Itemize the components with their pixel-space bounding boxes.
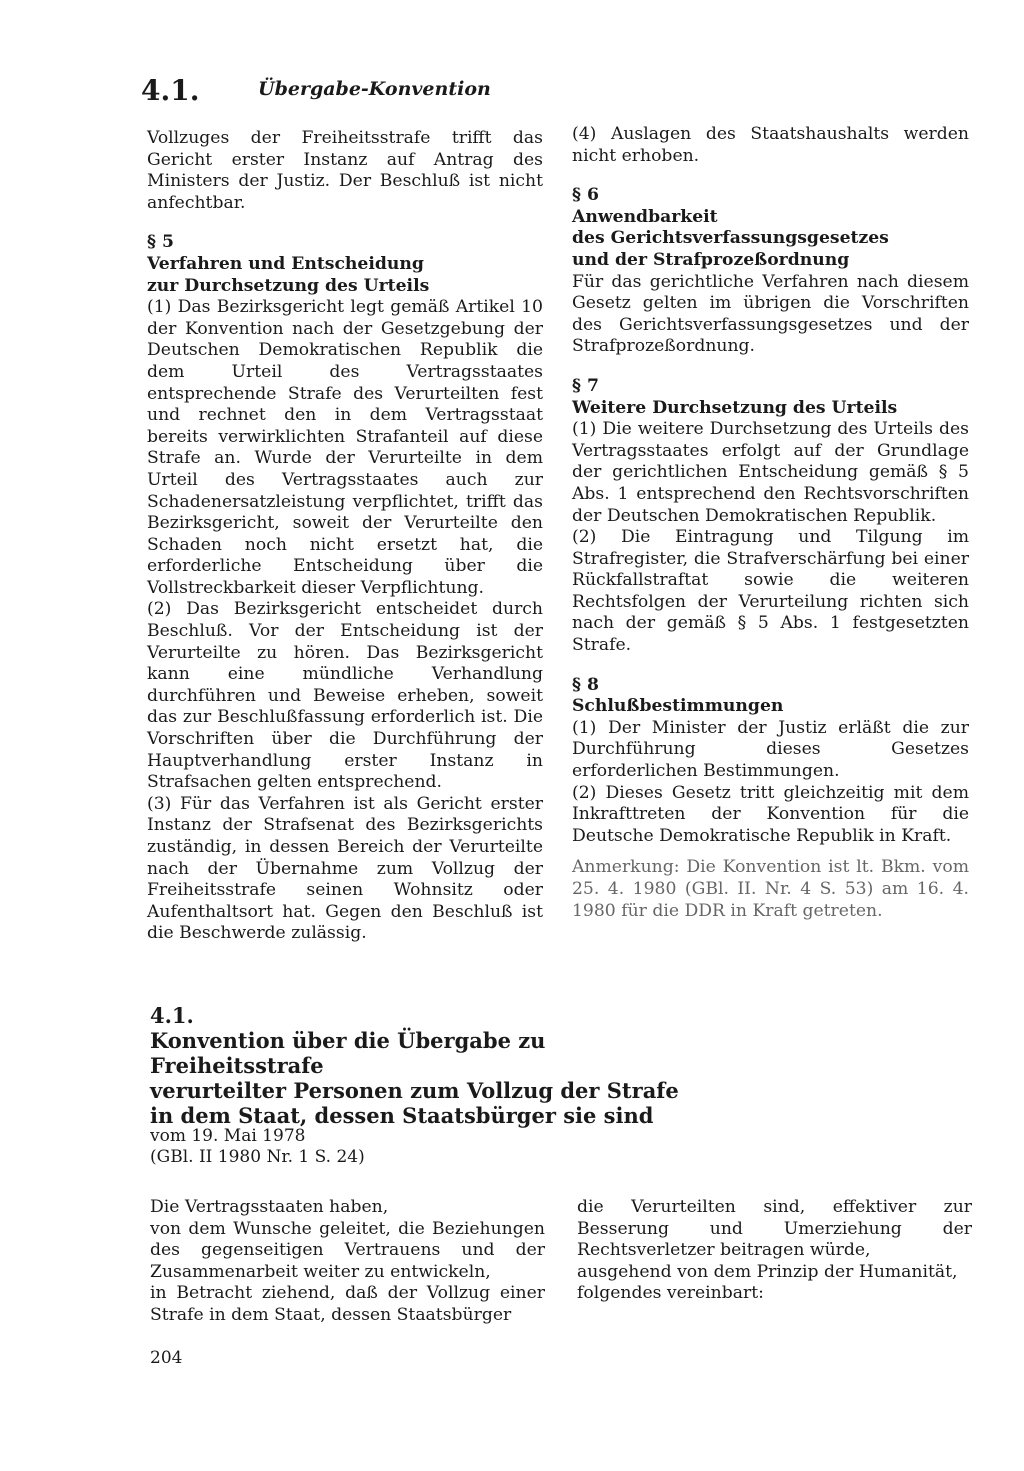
- section-title: des Gerichtsverfassungsgesetzes: [572, 228, 889, 249]
- section-heading: § 8: [572, 674, 599, 695]
- preamble-line: in Betracht ziehend, daß der Vollzug einer Strafe in dem Staat, dessen Staatsbürger: [150, 1283, 545, 1325]
- section-title: Weitere Durchsetzung des Urteils: [572, 397, 898, 418]
- left-column: [147, 128, 543, 945]
- convention-title-block: [150, 1003, 710, 1128]
- section-title: Anwendbarkeit: [572, 206, 718, 227]
- convention-title-line: verurteilter Personen zum Vollzug der Strafe: [150, 1078, 679, 1103]
- section-title: Schlußbestimmungen: [572, 696, 784, 717]
- section-heading: § 7: [572, 375, 599, 396]
- paragraph: Für das gerichtliche Verfahren nach diesem Gesetz gelten im übrigen die Vorschriften des Gerichtsverfassungsgesetzes und der Strafprozeßordnung.: [572, 271, 969, 357]
- convention-date: vom 19. Mai 1978: [150, 1126, 306, 1146]
- header-section-number: 4.1.: [141, 74, 200, 107]
- paragraph: (1) Das Bezirksgericht legt gemäß Artikel 10 der Konvention nach der Gesetzgebung der Deutschen Demokratischen Republik die dem Urteil des Vertragsstaates entsprechende Strafe des Verurteilten fest und rechnet den in dem Vertragsstaat bereits verwirklichten Strafanteil auf diese Strafe an. Wurde der Verurteilte in dem Urteil des Vertragsstaates auch zur Schadenersatzleistung verpflichtet, trifft das Bezirksgericht, soweit der Verurteilte den Schaden noch nicht ersetzt hat, die erforderliche Entscheidung über die Vollstreckbarkeit dieser Verpflichtung.: [147, 297, 543, 598]
- paragraph: (1) Der Minister der Justiz erläßt die zur Durchführung dieses Gesetzes erforderlichen Bestimmungen.: [572, 717, 969, 782]
- paragraph: (2) Die Eintragung und Tilgung im Strafregister, die Strafverschärfung bei einer Rückfallstraftat sowie die weiteren Rechtsfolgen der Verurteilung richten sich nach der gemäß § 5 Abs. 1 festgesetzten Strafe.: [572, 527, 969, 656]
- paragraph: (1) Die weitere Durchsetzung des Urteils des Vertragsstaates erfolgt auf der Grundlage der gerichtlichen Entscheidung gemäß § 5 Abs. 1 entsprechend den Rechtsvorschriften der Deutschen Demokratischen Republik.: [572, 419, 969, 526]
- paragraph: (3) Für das Verfahren ist als Gericht erster Instanz der Strafsenat des Bezirksgerichts zuständig, in dessen Bereich der Verurteilte nach der Übernahme zum Vollzug der Freiheitsstrafe seinen Wohnsitz oder Aufenthaltsort hat. Gegen den Beschluß ist die Beschwerde zulässig.: [147, 793, 543, 944]
- preamble-line: die Verurteilten sind, effektiver zur Besserung und Umerziehung der Rechtsverletzer beitragen würde,: [577, 1197, 972, 1261]
- page-number: 204: [150, 1348, 183, 1368]
- paragraph: (2) Das Bezirksgericht entscheidet durch Beschluß. Vor der Entscheidung ist der Verurteilte zu hören. Das Bezirksgericht kann eine mündliche Verhandlung durchführen und Beweise erheben, soweit das zur Beschlußfassung erforderlich ist. Die Vorschriften über die Durchführung der Hauptverhandlung erster Instanz in Strafsachen gelten entsprechend.: [147, 599, 543, 793]
- preamble-right: [577, 1197, 972, 1305]
- convention-meta: [150, 1126, 365, 1168]
- convention-title-line: in dem Staat, dessen Staatsbürger sie sind: [150, 1103, 654, 1128]
- section-heading: § 6: [572, 185, 599, 206]
- preamble-line: Die Vertragsstaaten haben,: [150, 1197, 389, 1217]
- convention-number: 4.1.: [150, 1003, 194, 1028]
- paragraph: Vollzuges der Freiheitsstrafe trifft das Gericht erster Instanz auf Antrag des Ministers der Justiz. Der Beschluß ist nicht anfechtbar.: [147, 128, 543, 213]
- preamble-left: [150, 1197, 545, 1327]
- header-title: Übergabe-Konvention: [258, 78, 491, 100]
- right-column: [572, 124, 969, 922]
- paragraph: (2) Dieses Gesetz tritt gleichzeitig mit dem Inkrafttreten der Konvention für die Deutsche Demokratische Republik in Kraft.: [572, 782, 969, 846]
- section-heading: § 5: [147, 232, 174, 253]
- paragraph: (4) Auslagen des Staatshaushalts werden nicht erhoben.: [572, 124, 969, 166]
- preamble-line: ausgehend von dem Prinzip der Humanität, folgendes vereinbart:: [577, 1261, 958, 1304]
- section-title: und der Strafprozeßordnung: [572, 249, 850, 270]
- convention-title-line: Konvention über die Übergabe zu Freiheitsstrafe: [150, 1028, 546, 1078]
- preamble-line: von dem Wunsche geleitet, die Beziehungen des gegenseitigen Vertrauens und der Zusammenarbeit weiter zu entwickeln,: [150, 1218, 545, 1282]
- section-title: zur Durchsetzung des Urteils: [147, 275, 430, 296]
- convention-source: (GBl. II 1980 Nr. 1 S. 24): [150, 1147, 365, 1167]
- section-title: Verfahren und Entscheidung: [147, 253, 424, 274]
- annotation-note: Anmerkung: Die Konvention ist lt. Bkm. vom 25. 4. 1980 (GBl. II. Nr. 4 S. 53) am 16. 4. 1980 für die DDR in Kraft getreten.: [572, 857, 969, 921]
